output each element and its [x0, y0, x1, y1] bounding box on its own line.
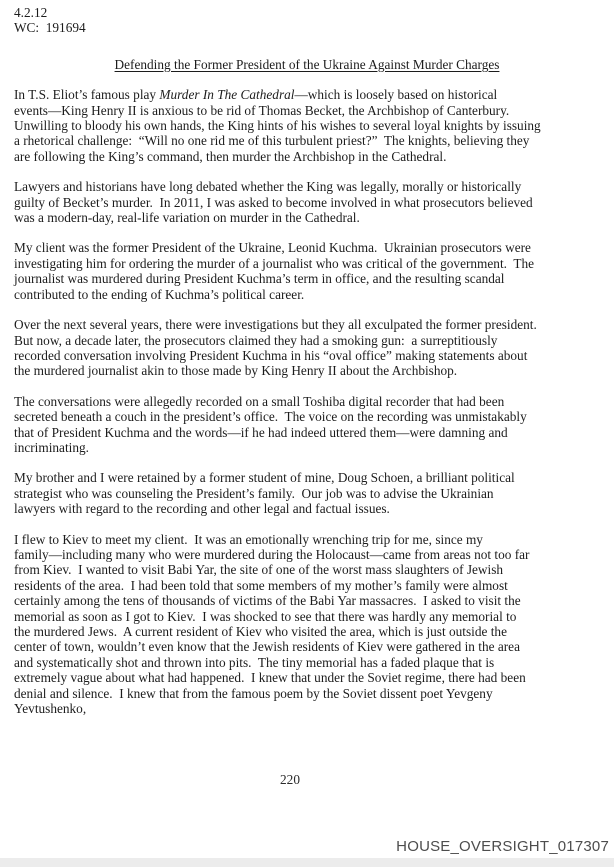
paragraph-1-line-1-pre: In T.S. Eliot’s famous play [14, 87, 160, 103]
paragraph-4-line-2: But now, a decade later, the prosecutors claimed they had a smoking gun: a surreptitiously [14, 332, 498, 348]
paragraph-5-line-4: incriminating. [14, 439, 89, 455]
paragraph-7-line-4: residents of the area. I had been told that some members of my mother’s family were almost [14, 577, 508, 593]
paragraph-2-line-2: guilty of Becket’s murder. In 2011, I was asked to become involved in what prosecutors believed [14, 194, 533, 210]
paragraph-7-line-11: denial and silence. I knew that from the famous poem by the Soviet dissent poet Yevgeny [14, 685, 493, 701]
page-number: 220 [280, 772, 300, 787]
paragraph-4-line-3: recorded conversation involving President Kuchma in his “oval office” making statements about [14, 347, 528, 363]
paragraph-2-line-1: Lawyers and historians have long debated whether the King was legally, morally or historically [14, 179, 522, 195]
paragraph-7-line-3: from Kiev. I wanted to visit Babi Yar, the site of one of the worst mass slaughters of Jewish [14, 562, 504, 578]
paragraph-7-line-10: extremely vague about what had happened. I knew that under the Soviet regime, there had been [14, 670, 526, 686]
paragraph-7-line-2: family—including many who were murdered during the Holocaust—came from areas not too far [14, 546, 530, 562]
paragraph-7-line-5: certainly among the tens of thousands of victims of the Babi Yar massacres. I asked to visit the [14, 593, 521, 609]
paragraph-6-line-3: lawyers with regard to the recording and other legal and factual issues. [14, 501, 390, 517]
paragraph-6-line-1: My brother and I were retained by a former student of mine, Doug Schoen, a brilliant political [14, 470, 515, 486]
paragraph-1-line-3: Unwilling to bloody his own hands, the King hints of his wishes to several loyal knights by issuing [14, 118, 541, 134]
viewer-bottom-strip [0, 858, 614, 867]
paragraph-7-line-8: center of town, wouldn’t even know that the Jewish residents of Kiev were gathered in the area [14, 639, 520, 655]
paragraph-6 [14, 470, 614, 516]
document-content [14, 5, 614, 716]
header-date: 4.2.12 [14, 5, 48, 20]
paragraph-5-line-3: that of President Kuchma and the words—if he had indeed uttered them—were damning and [14, 424, 508, 440]
paragraph-5-line-2: secreted beneath a couch in the president’s office. The voice on the recording was unmistakably [14, 409, 527, 425]
paragraph-4-line-4: the murdered journalist akin to those made by King Henry II about the Archbishop. [14, 363, 458, 379]
paragraph-5-line-1: The conversations were allegedly recorded on a small Toshiba digital recorder that had been [14, 393, 505, 409]
paragraph-7 [14, 532, 614, 717]
paragraph-7-line-12: Yevtushenko, [14, 701, 87, 717]
paragraph-7-line-1: I flew to Kiev to meet my client. It was an emotionally wrenching trip for me, since my [14, 531, 483, 547]
paragraph-3-line-1: My client was the former President of the Ukraine, Leonid Kuchma. Ukrainian prosecutors were [14, 240, 531, 256]
header-word-count: WC: 191694 [14, 20, 86, 36]
paragraph-3-line-2: investigating him for ordering the murder of a journalist who was critical of the government. The [14, 255, 535, 271]
paragraph-6-line-2: strategist who was counseling the President’s family. Our job was to advise the Ukrainian [14, 485, 494, 501]
paragraph-1-line-4: a rhetorical challenge: “Will no one rid me of this turbulent priest?” The knights, believing they [14, 133, 530, 149]
paragraph-7-line-9: and systematically shot and thrown into pits. The tiny memorial has a faded plaque that is [14, 654, 495, 670]
paragraph-3-line-4: contributed to the ending of Kuchma’s political career. [14, 286, 305, 302]
paragraph-1 [14, 87, 614, 164]
document-header [14, 5, 614, 36]
document-title-text: Defending the Former President of the Ukraine Against Murder Charges [114, 56, 500, 72]
paragraph-1-line-2: events—King Henry II is anxious to be rid of Thomas Becket, the Archbishop of Canterbury. [14, 102, 510, 118]
paragraph-1-line-1-post: —which is loosely based on historical [294, 87, 498, 103]
paragraph-4-line-1: Over the next several years, there were investigations but they all exculpated the former president. [14, 317, 537, 333]
paragraph-3-line-3: journalist was murdered during President Kuchma’s term in office, and the resulting scandal [14, 271, 505, 287]
paragraph-3 [14, 240, 614, 302]
paragraph-1-line-1 [14, 87, 614, 102]
paragraph-1-line-5: are following the King’s command, then murder the Archbishop in the Cathedral. [14, 148, 447, 164]
play-title-italic: Murder In The Cathedral [159, 87, 295, 103]
bates-number: HOUSE_OVERSIGHT_017307 [396, 838, 609, 855]
document-title [14, 57, 600, 72]
paragraph-2 [14, 179, 614, 225]
paragraph-7-line-6: memorial as soon as I got to Kiev. I was shocked to see that there was hardly any memorial to [14, 608, 517, 624]
paragraph-7-line-7: the murdered Jews. A current resident of Kiev who visited the area, which is just outside the [14, 624, 507, 639]
paragraph-4 [14, 317, 614, 379]
paragraph-2-line-3: was a modern-day, real-life variation on murder in the Cathedral. [14, 210, 360, 226]
paragraph-5 [14, 394, 614, 456]
